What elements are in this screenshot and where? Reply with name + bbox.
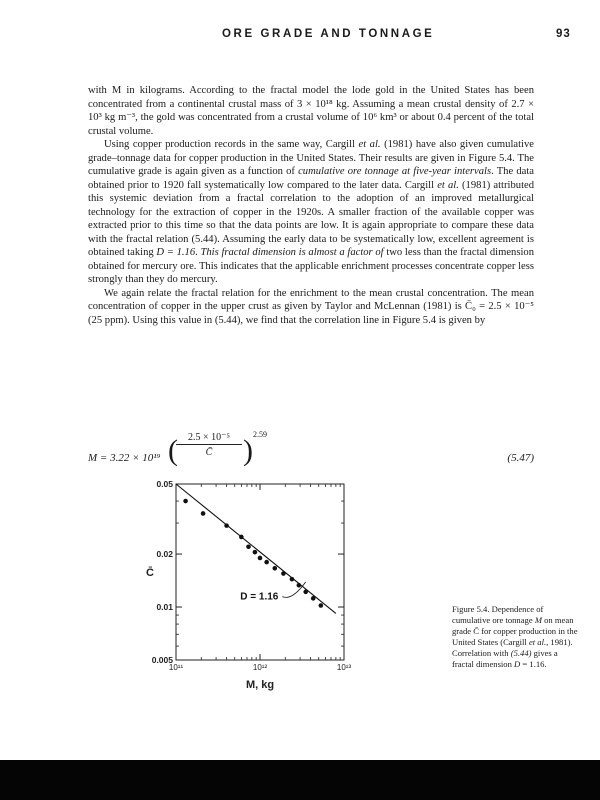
y-axis-label: C̄ [146,567,154,579]
equation-denominator: C̄ [205,447,213,458]
data-point [272,566,277,571]
caption-text [452,604,580,670]
equation-open-paren: ( [168,434,178,467]
y-tick-label: 0.005 [151,655,173,665]
body-text [88,84,534,327]
p2-italic-sentence: This fractal dimension is almost a factor of [200,247,384,258]
y-tick-label: 0.01 [156,602,173,613]
data-point [201,511,206,516]
data-point [290,577,295,582]
equation-lhs: M = 3.22 × 10¹⁹ [88,452,161,464]
data-point [239,535,244,540]
equation-5-47 [88,428,534,472]
data-point [258,556,263,561]
data-point [281,571,286,576]
data-point [183,499,188,504]
caption-part-c: , 1981). Correlation with [452,637,573,658]
page-number: 93 [556,28,571,40]
equation-close-paren: ) [243,434,253,467]
fit-annotation-label: D = 1.16 [240,591,279,603]
x-tick-label: 10¹² [252,663,268,672]
caption-D: D [514,659,521,669]
equation-number: (5.47) [507,452,534,464]
p2-part-b: (1981) have also given cumulative grade–tonnage data for copper production in the United States. Their results are given in Figure 5.4. The cumulative grade is again given as a function of [88,139,534,177]
p2-part-e: (1981) attributed this systemic deviation from a fractal correlation to the adoption of an improved metallurgical technology for the extraction of copper in the 1920s. A smaller fraction of the available copper was extracted prior to this time so that the data points are low. It is again appropriate to compare these data with the fractal relation (5.44). Assuming the early data to be systematically low, excellent agreement is obtained taking [88,179,535,258]
caption-part-a: Figure 5.4. Dependence of cumulative ore tonnage [452,604,544,625]
figure-5-4-chart [140,476,380,696]
fractal-dimension-value: D = 1.16 [156,247,196,258]
fit-annotation-leader [282,582,305,598]
equation-exponent: 2.59 [253,430,267,439]
paragraph-3: We again relate the fractal relation for the enrichment to the mean crustal concentration. The mean concentration of copper in the upper crust as given by Taylor and McLennan (1981) is C̄₀ = 2.5 × 10⁻⁵ (25 ppm). Using this value in (5.44), we find that the correlation line in Figure 5.4 is given by [88,287,534,326]
paragraph-2 [88,138,534,287]
et-al-1: et al. [358,139,381,150]
caption-et-al: et al. [528,637,547,647]
p2-part-a: Using copper production records in the same way, Cargill [104,139,359,150]
data-point [297,583,302,588]
scan-footer-band [0,760,600,800]
running-head: ORE GRADE AND TONNAGE [222,28,435,40]
plot-frame [176,484,344,660]
caption-ref: (5.44) [510,648,532,658]
et-al-2: et al. [437,179,459,191]
data-point [264,560,269,565]
x-tick-label: 10¹³ [336,663,352,672]
data-point [311,596,316,601]
y-tick-label: 0.02 [156,549,173,560]
caption-M: M [534,615,542,625]
data-point [246,544,251,549]
p2-italic-phrase: cumulative ore tonnage at five-year intervals [298,166,492,177]
data-point [303,590,308,595]
p2-part-i: two less than the fractal dimension obtained for mercury ore. This indicates that the applicable enrichment processes concentrate copper less strongly than they do mercury. [88,247,534,285]
x-axis-label: M, kg [245,679,275,691]
p2-part-d: . The data obtained prior to 1920 fall systematically low compared to the later data. Cargill [88,166,534,191]
p2-part-g: . [195,247,201,258]
y-tick-label: 0.05 [156,479,173,489]
data-point [319,603,324,608]
caption-part-e: = 1.16. [520,659,547,669]
caption-part-b: on mean grade C̄ for copper production in the United States (Cargill [452,615,578,647]
equation-numerator: 2.5 × 10⁻⁵ [176,432,242,445]
paragraph-1: with M in kilograms. According to the fractal model the lode gold in the United States has been concentrated from a continental crustal mass of 3 × 10¹⁸ kg. Assuming a mean crustal density of 2.7 × 10³ kg m⁻³, the gold was concentrated from a crustal volume of 10⁶ km³ or about 0.4 percent of the total crustal volume. [88,85,534,137]
data-point [224,523,229,528]
figure-caption [452,604,580,670]
equation-fraction [176,432,242,458]
x-tick-label: 10¹¹ [168,663,184,672]
data-point [253,550,258,555]
caption-part-d: gives a fractal dimension [452,648,558,669]
